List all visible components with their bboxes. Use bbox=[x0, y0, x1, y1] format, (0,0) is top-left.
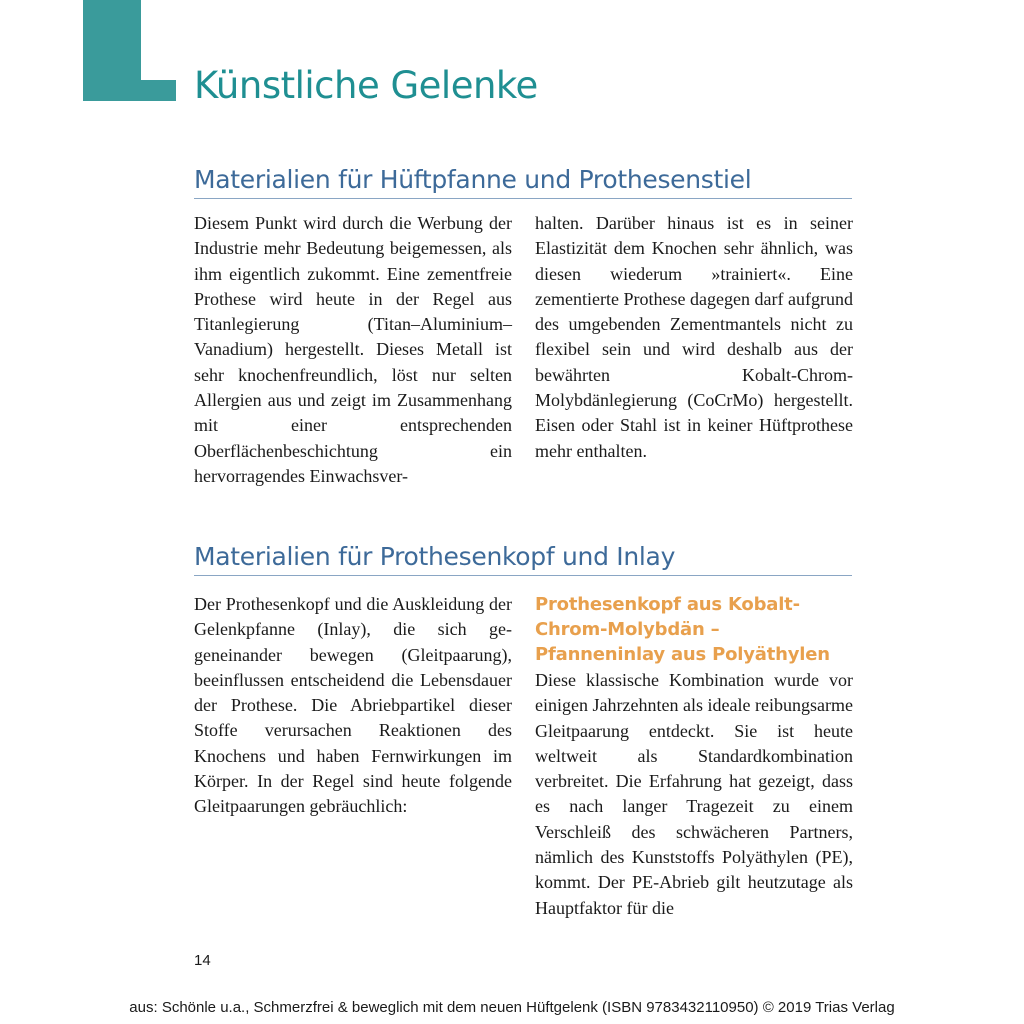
chapter-marker-horizontal-bar bbox=[83, 80, 176, 101]
chapter-marker bbox=[83, 0, 176, 101]
section-heading-hip-cup-stem: Materialien für Hüftpfanne und Prothesenstiel bbox=[194, 164, 852, 199]
section2-left-paragraph: Der Prothesenkopf und die Auskleidung der Gelenkpfanne (Inlay), die sich gegeneinander bewegen (Gleitpaarung), beeinflussen entscheidend die Lebensdauer der Prothese. Die Abriebpartikel dieser Stoffe verursachen Reaktionen des Knochens und haben Fernwirkungen im Körper. In der Regel sind heute folgende Gleitpaarungen gebräuchlich: bbox=[194, 594, 512, 817]
footer-citation: aus: Schönle u.a., Schmerzfrei & beweglich mit dem neuen Hüftgelenk (ISBN 9783432110950) © 2019 Trias Verlag bbox=[129, 999, 895, 1016]
page-number: 14 bbox=[194, 952, 211, 969]
section2-left-column bbox=[194, 592, 512, 820]
section1-left-paragraph: Diesem Punkt wird durch die Werbung der Industrie mehr Bedeutung beigemessen, als ihm eigentlich zukommt. Eine zementfreie Prothese wird heute in der Regel aus Titanlegierung (Titan–Aluminium–Vanadium) hergestellt. Dieses Metall ist sehr knochenfreundlich, löst nur selten Allergien aus und zeigt im Zusammenhang mit einer entsprechenden Oberflächenbeschichtung ein hervorragendes Einwachsver- bbox=[194, 213, 512, 486]
section-heading-head-inlay: Materialien für Prothesenkopf und Inlay bbox=[194, 541, 852, 576]
section2-subheading: Prothesenkopf aus Kobalt-Chrom-Molybdän – Pfanneninlay aus Polyäthylen bbox=[535, 594, 830, 665]
section1-right-paragraph: halten. Darüber hinaus ist es in seiner Elastizität dem Knochen sehr ähnlich, was diesen wiederum »trainiert«. Eine zementierte Prothese dagegen darf aufgrund des umgebenden Zementmantels nicht zu flexibel sein und wird deshalb aus der bewährten Kobalt-Chrom-Molybdänlegierung (CoCrMo) hergestellt. Eisen oder Stahl ist in keiner Hüftprothese mehr enthalten. bbox=[535, 213, 853, 461]
section1-left-column bbox=[194, 211, 512, 489]
chapter-title: Künstliche Gelenke bbox=[194, 64, 538, 107]
section1-right-column bbox=[535, 211, 853, 464]
section2-right-column bbox=[535, 592, 853, 921]
section2-right-paragraph: Diese klassische Kombination wurde vor einigen Jahrzehnten als ideale reibungsarme Gleitpaarung entdeckt. Sie ist heute weltweit als Standardkombination verbreitet. Die Erfahrung hat gezeigt, dass es nach langer Tragezeit zu einem Verschleiß des schwächeren Partners, nämlich des Kunststoffs Polyäthylen (PE), kommt. Der PE-Abrieb gilt heutzutage als Hauptfaktor für die bbox=[535, 670, 853, 918]
